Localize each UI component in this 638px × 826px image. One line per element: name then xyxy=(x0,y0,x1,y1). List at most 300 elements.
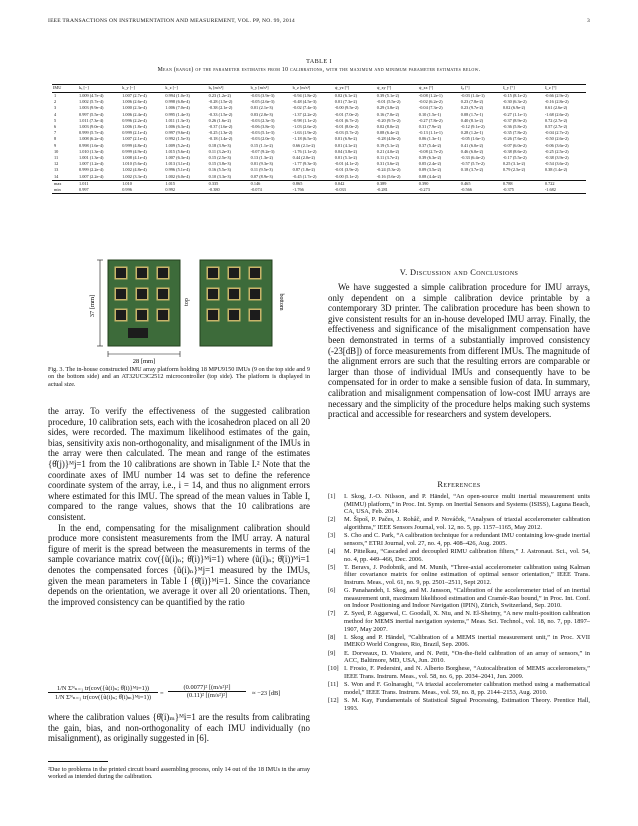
table-cell: 1.002 (3.3e-4) xyxy=(122,173,147,179)
table-cell: 0.865 xyxy=(292,180,334,187)
table-cell: 0.992 (1.5e-3) xyxy=(165,136,190,142)
table-cell: -0.26 (7.6e-2) xyxy=(502,136,527,142)
figure-imu-array xyxy=(48,254,310,364)
table-column-header: kₓ [−] xyxy=(78,85,121,93)
table-cell: 0.31 (3.6e-2) xyxy=(376,161,400,167)
table-cell: -1.682 xyxy=(544,187,586,194)
table-cell: -1.766 xyxy=(292,187,334,194)
table-cell: 0.57 (2.7e-2) xyxy=(544,124,568,130)
table-cell: -0.02 (7.4e-3) xyxy=(292,105,317,111)
table-cell: 1.000 (2.3e-4) xyxy=(122,105,147,111)
imu-array-photo xyxy=(48,254,310,364)
table-cell: -0.03 (5.1e-3) xyxy=(250,130,275,136)
table-cell: -0.01 (5.5e-2) xyxy=(376,99,401,105)
table-cell: -0.54 (3.6e-2) xyxy=(544,161,569,167)
reference-item xyxy=(328,564,590,587)
reference-text: G. Panahandeh, I. Skog, and M. Jansson, “Calibration of the accelerometer triad of an inertial measurement unit, maximum likelihood estimation and Cramér-Rao bound,” in Proc. Int. Conf. on Indoor Positioning and Indoor Navigation (IPIN), Zürich, Switzerland, Sep. 2010. xyxy=(344,587,590,610)
reference-text: Z. Syed, P. Aggarwal, C. Goodall, X. Niu, and N. El-Sheimy, “A new multi-position calibration method for MEMS inertial navigation systems,” Meas. Sci. Technol., vol. 18, no. 7, pp. 1897–1907, May 2007. xyxy=(344,610,590,633)
references-heading: References xyxy=(437,480,481,489)
table-cell: 0.11 (3.7e-2) xyxy=(376,155,399,161)
table-cell: -0.17 (5.5e-2) xyxy=(502,155,527,161)
reference-item xyxy=(328,516,590,531)
imu-chip xyxy=(158,310,168,320)
imu-chip xyxy=(208,289,218,299)
table-cell: -0.380 xyxy=(208,187,250,194)
table-cell xyxy=(460,174,502,181)
table-cell: 1.007 (2.2e-4) xyxy=(79,173,104,179)
reference-number: [6] xyxy=(328,587,336,595)
imu-chip xyxy=(116,268,126,278)
table-cell: 0.37 (5.4e-2) xyxy=(418,142,442,148)
imu-chip xyxy=(250,310,260,320)
table-cell: 1.013 (3.1e-4) xyxy=(165,161,190,167)
table-row xyxy=(52,187,586,194)
table-cell: 1.003 (9.0e-4) xyxy=(79,124,104,130)
imu-chip xyxy=(229,268,239,278)
table-cell: 0.08 (1.7e-1) xyxy=(460,111,484,117)
left-column-text xyxy=(48,406,310,607)
table-cell: -0.38 (8.6e-2) xyxy=(502,148,527,154)
table-cell: 0.06 (1.3e-1) xyxy=(418,136,442,142)
table-cell: 1.006 (2.4e-4) xyxy=(122,111,147,117)
table-cell: 12 xyxy=(54,161,59,167)
reference-number: [12] xyxy=(328,696,339,704)
table-cell: 1.011 xyxy=(78,180,121,187)
table-cell: 1.006 (6.3e-4) xyxy=(165,124,190,130)
table-row xyxy=(52,174,586,181)
table-cell: -0.03 (2.0e-3) xyxy=(250,136,275,142)
table-cell: 0.996 (2.2e-4) xyxy=(122,117,147,123)
table-cell: 0.02 (6.9e-2) xyxy=(502,105,526,111)
table-cell: 0.996 (5.1e-4) xyxy=(165,167,190,173)
dim-height-label: 37 [mm] xyxy=(89,294,96,318)
table-column-header: ξₓ [°] xyxy=(460,85,502,93)
table-cell: 0.999 (4.8e-4) xyxy=(122,142,147,148)
table-cell: 1.001 (1.3e-4) xyxy=(79,155,104,161)
imu-chip xyxy=(229,310,239,320)
table-cell: 0.23 (7.8e-2) xyxy=(460,99,484,105)
table-cell: -0.30 (6.3e-2) xyxy=(502,99,527,105)
table-cell: 0.26 (1.6e-2) xyxy=(208,117,231,123)
figure-caption: Fig. 3. The in-house constructed IMU array platform holding 18 MPU9150 IMUs (9 on the top side and 9 on the bottom side) and an AT32UC3C2512 microcontroller (top side). The platform is displayed in actual size. xyxy=(48,366,310,388)
imu-chip xyxy=(137,268,147,278)
table-cell: 0.16 (7.0e-2) xyxy=(376,111,400,117)
table-column-header: ψ_zy [°] xyxy=(376,85,418,93)
section-heading: V. Discussion and Conclusions xyxy=(399,268,519,277)
table-cell: 0.335 xyxy=(208,180,250,187)
imu-chip xyxy=(137,310,147,320)
table-cell: 1.006 (7.0e-4) xyxy=(165,105,190,111)
table-cell: -1.76 (1.1e-2) xyxy=(292,148,317,154)
table-cell: -0.03 (1.4e-1) xyxy=(460,93,485,98)
table-cell: 1.002 (4.8e-4) xyxy=(122,167,147,173)
reference-item xyxy=(328,697,590,712)
table-cell: 0.389 xyxy=(376,180,418,187)
reference-item xyxy=(328,610,590,633)
table-cell: 0.042 xyxy=(334,180,376,187)
reference-text: I. Skog, J.-O. Nilsson, and P. Händel, “An open-source multi inertial measurement units (MIMU) platform,” in Proc. Int. Symp. on Inertial Sensors and Systems (ISISS), Laguna Beach, CA, USA, Feb. 2014. xyxy=(344,493,590,516)
reference-number: [11] xyxy=(328,681,339,689)
table-cell: 8 xyxy=(54,136,57,142)
footnote: ²Due to problems in the printed circuit board assembling process, only 14 out of the 18 IMUs in the array worked as intended during the calibration. xyxy=(48,766,310,781)
table-cell: -0.33 (1.5e-2) xyxy=(208,111,233,117)
table-cell: 3 xyxy=(54,105,57,111)
table-cell xyxy=(544,174,586,181)
table-cell: 5 xyxy=(54,117,57,123)
paragraph: In the end, compensating for the misalignment calibration should produce more consistent measurements from the IMU array. A natural figure of merit is the spread between the measurements in terms of the sample covariance matrix cov({ũ(i)ₙ; θ̂(i)}ᴹi=1) where (ũ(i)ₙ; θ̂(i))ᴹi=1 denotes the compensated forces {ũ(i)ₙ}ᴹj=1 measured by the IMUs, given the mean parameters in Table I {θ̂(i)}ᴹi=1. Since the covariance depends on the orientation, we average it over all 20 orientations. Then, the improved consistency can be quantified by the ratio xyxy=(48,522,310,607)
table-cell: -0.04 (7.3e-2) xyxy=(418,105,443,111)
table-cell: 9 xyxy=(54,142,57,148)
table-cell: 1.010 (1.3e-4) xyxy=(79,148,104,154)
reference-text: S. M. Kay, Fundamentals of Statistical Signal Processing, Estimation Theory. Prentice Hall, 1993. xyxy=(344,696,590,712)
table-cell: 0.996 xyxy=(121,187,164,194)
table-cell: 0.390 xyxy=(418,180,460,187)
table-title: TABLE I xyxy=(306,58,332,65)
table-cell: 1.011 (1.3e-3) xyxy=(165,117,190,123)
table-cell: 1.011 (7.3e-4) xyxy=(79,117,104,123)
table-column-header: IMU xyxy=(52,85,78,93)
table-cell: 0.994 (1.0e-3) xyxy=(165,93,190,98)
table-cell: -0.01 (3.9e-2) xyxy=(334,167,359,173)
table-cell: 0.18 (3.7e-2) xyxy=(460,167,484,173)
table-cell: -1.68 (2.6e-2) xyxy=(544,111,569,117)
table-cell: 0.08 (4.4e-2) xyxy=(418,173,442,179)
table-cell: 0.25 (3.1e-2) xyxy=(502,161,526,167)
equation-consistency-ratio: 1/N Σᴺₙ₌₁ tr(cov({ũ(i)ₙ; θ̂(i)}ᴹi=1)) 1/N Σᴺₙ₌₁ tr(cov({ũ(i)ₙ; θ̂(i)ₘ}ᴹi=1)) = $\frac{\text{(0.0077)² [(m/s²)²]}}{\text{(0.11)² [(m/s²)²]}}$ ≈ −23 [dB] xyxy=(48,684,310,708)
imu-chip xyxy=(250,289,260,299)
table-cell: 0.997 (5.5e-4) xyxy=(79,111,104,117)
board-top xyxy=(108,260,180,346)
table-cell: -0.20 (9.7e-2) xyxy=(376,117,401,123)
table-cell: 0.15 (1.1e-2) xyxy=(250,142,273,148)
left-column-text-2 xyxy=(48,712,310,744)
table-cell: 1.009 (4.7e-4) xyxy=(79,93,104,98)
table-cell: -0.50 (2.6e-2) xyxy=(544,136,569,142)
table-cell: -0.07 (9.2e-3) xyxy=(250,148,275,154)
table-cell: -0.98 (1.1e-2) xyxy=(292,117,317,123)
imu-chip xyxy=(229,289,239,299)
table-cell: -0.074 xyxy=(250,187,292,194)
table-header-row xyxy=(52,85,586,93)
table-cell: -0.01 (4.1e-2) xyxy=(334,161,359,167)
table-caption xyxy=(48,58,590,73)
table-cell: -0.27 (7.8e-2) xyxy=(418,117,443,123)
table-cell: 0.01 (9.3e-3) xyxy=(250,161,273,167)
table-cell: 14 xyxy=(54,173,59,179)
table-column-header: ξ_y [°] xyxy=(502,85,544,93)
table-cell: 0.465 xyxy=(460,180,502,187)
table-cell: -0.94 (1.8e-2) xyxy=(292,93,317,98)
imu-chip xyxy=(208,310,218,320)
table-cell: -0.01 (8.0e-2) xyxy=(334,124,359,130)
table-cell: 1.010 (5.6e-4) xyxy=(122,161,147,167)
table-cell: -0.01 (7.0e-2) xyxy=(334,111,359,117)
table-cell: 0.997 xyxy=(78,187,121,194)
table-cell: 1 xyxy=(54,93,57,98)
table-cell: -0.25 (1.3e-2) xyxy=(208,130,233,136)
table-cell: 0.23 (9.7e-2) xyxy=(460,105,484,111)
imu-chip xyxy=(137,289,147,299)
reference-text: M. Pittelkau, “Cascaded and decoupled RIMU calibration filters,” J. Astronaut. Sci., vol. 54, no. 4, pp. 449–466, Dec. 2006. xyxy=(344,547,590,563)
table-cell: 1.008 (6.2e-4) xyxy=(79,136,104,142)
table-cell: -0.273 xyxy=(418,187,460,194)
table-description: Mean (range) of the parameter estimates from 10 calibrations, with the maximum and minimum parameter estimates below. xyxy=(157,67,481,73)
reference-text: T. Beravs, J. Podobnik, and M. Munih, “Three-axial accelerometer calibration using Kalman filter covariance matrix for online estimation of optimal sensor orientation,” IEEE Trans. Instrum. Meas., vol. 61, no. 9, pp. 2501–2511, Sept 2012. xyxy=(344,563,590,586)
table-cell: -0.08 (1.2e-1) xyxy=(418,93,443,98)
imu-chip xyxy=(158,268,168,278)
table-cell: 0.01 (4.1e-2) xyxy=(334,142,358,148)
reference-item xyxy=(328,650,590,665)
table-cell: 0.31 (7.9e-2) xyxy=(418,124,442,130)
table-cell: 6 xyxy=(54,124,57,130)
table-cell: -0.05 (1.6e-1) xyxy=(460,136,485,142)
table-row xyxy=(52,180,586,187)
table-cell: -0.03 (2.3e-3) xyxy=(250,117,275,123)
table-cell: 0.995 (1.4e-3) xyxy=(165,111,190,117)
table-cell: 0.10 (3.3e-3) xyxy=(208,173,231,179)
table-cell: min xyxy=(52,187,78,194)
table-cell: 11 xyxy=(54,155,59,161)
table-cell: 1.002 (5.7e-4) xyxy=(79,99,104,105)
imu-chip xyxy=(116,310,126,320)
table-cell: 0.11 (9.5e-3) xyxy=(250,167,273,173)
table-cell: 1.003 (9.9e-4) xyxy=(79,105,104,111)
reference-item xyxy=(328,681,590,696)
table-cell: -0.18 (1.4e-2) xyxy=(208,136,233,142)
paragraph: the array. To verify the effectiveness of the suggested calibration procedure, 10 calibration sets, each with the icosahedron placed on all 20 sides, were recorded. The maximum likelihood estimates of the gain, bias, sensitivity axis non-orthogonality, and misalignment of the IMUs in the array were then calculated. The mean and range of the estimates {θ̂(j)}ᴹj=1 from the 10 calibrations are shown in Table I.² Note that the coordinate axes of IMU number 14 was set to define the reference coordinate system of the array, i.e., i = 14, and thus no alignment errors where estimated for this IMU. The spread of the mean values in Table I, compared to the range values, shows that the 10 calibrations are consistent. xyxy=(48,406,310,522)
board-bottom xyxy=(200,260,272,346)
table-column-header: k_y [−] xyxy=(121,85,164,93)
table-cell: -0.35 (7.8e-2) xyxy=(502,130,527,136)
table-cell: 0.722 xyxy=(544,180,586,187)
reference-number: [8] xyxy=(328,633,336,641)
table-column-header: b_z [m/s²] xyxy=(292,85,334,93)
table-column-header: bₓ [m/s²] xyxy=(208,85,250,93)
reference-number: [5] xyxy=(328,563,336,571)
reference-text: M. Šipoš, P. Pačes, J. Rohâč, and P. Nováček, “Analyses of triaxial accelerometer calibration algorithms,” IEEE Sensors Journal, vol. 12, no. 5, pp. 1157–1165, May 2012. xyxy=(344,516,590,531)
table-cell: 0.46 (6.0e-2) xyxy=(460,148,484,154)
reference-number: [1] xyxy=(328,493,336,500)
table-cell: -0.25 (2.5e-2) xyxy=(544,148,569,154)
table-cell: 1.009 (5.2e-4) xyxy=(165,142,190,148)
table-column-header: k_z [−] xyxy=(164,85,207,93)
table-cell: 10 xyxy=(54,148,59,154)
journal-name: IEEE TRANSACTIONS ON INSTRUMENTATION AND MEASUREMENT, VOL. PP, NO. 99, 2014 xyxy=(48,18,295,24)
reference-number: [3] xyxy=(328,532,336,540)
table-cell: 0.39 (6.3e-2) xyxy=(418,155,442,161)
table-cell: -0.06 (3.8e-3) xyxy=(250,124,275,130)
table-cell: -0.48 (4.5e-3) xyxy=(292,99,317,105)
reference-list xyxy=(328,493,590,713)
table-cell: 1.015 (5.6e-4) xyxy=(165,148,190,154)
table-cell: -0.38 (3.9e-2) xyxy=(544,155,569,161)
table-cell: 1.010 xyxy=(121,180,164,187)
table-cell: -0.04 (2.7e-2) xyxy=(544,130,569,136)
eq-result: ≈ −23 [dB] xyxy=(252,690,281,697)
dim-width-label: 28 [mm] xyxy=(132,358,156,364)
page-number: 3 xyxy=(587,18,590,24)
table-cell: 4 xyxy=(54,111,57,117)
table-cell: 0.02 (8.0e-2) xyxy=(376,124,400,130)
table-cell: 1.007 (1.2e-4) xyxy=(79,161,104,167)
table-column-header: b_y [m/s²] xyxy=(250,85,292,93)
table-cell: 0.87 (1.8e-2) xyxy=(292,167,315,173)
table-cell: -0.375 xyxy=(502,187,544,194)
table-cell: 0.44 (2.0e-2) xyxy=(292,155,315,161)
table-cell: 0.10 (1.5e-1) xyxy=(418,111,442,117)
table-cell: -1.03 (2.6e-2) xyxy=(292,124,317,130)
table-cell: 0.29 (3.8e-2) xyxy=(376,105,400,111)
table-cell: -0.566 xyxy=(460,187,502,194)
right-column-text xyxy=(328,282,590,420)
table-cell: 0.13 (1.3e-2) xyxy=(250,155,273,161)
table-cell: -0.24 (5.3e-2) xyxy=(376,167,401,173)
table-cell: 0.15 (2.5e-3) xyxy=(208,155,231,161)
label-bottom: bottom xyxy=(278,293,284,311)
reference-text: S. Won and F. Golnaraghi, “A triaxial accelerometer calibration method using a mathematical model,” IEEE Trans. Instrum. Meas., vol. 59, no. 8, pp. 2144–2153, Aug. 2010. xyxy=(344,681,590,696)
table-cell: -1.63 (1.9e-2) xyxy=(292,130,317,136)
table-cell: -0.03 (5.7e-2) xyxy=(334,130,359,136)
table-row xyxy=(52,93,586,100)
table-cell: 0.01 (5.1e-2) xyxy=(334,155,358,161)
table-cell: -0.03 (3.9e-3) xyxy=(250,93,275,98)
table-cell: 0.01 (2.1e-3) xyxy=(250,105,273,111)
table-column-header: ψ_yz [°] xyxy=(334,85,376,93)
table-cell: 0.999 (2.2e-4) xyxy=(79,167,104,173)
table-cell: -0.57 (5.7e-2) xyxy=(460,161,485,167)
reference-number: [4] xyxy=(328,547,336,555)
label-top: top xyxy=(184,298,190,306)
table-cell: 0.11 (3.2e-3) xyxy=(208,148,231,154)
table-cell: 0.999 (5.7e-4) xyxy=(79,130,104,136)
imu-chip xyxy=(158,289,168,299)
table-body xyxy=(52,93,586,194)
table-cell: -0.16 (5.6e-2) xyxy=(376,173,401,179)
table-cell: -0.13 (1.1e-1) xyxy=(418,130,443,136)
table-cell: 0.66 (2.1e-2) xyxy=(292,142,315,148)
table-cell: 0.08 (6.4e-2) xyxy=(376,130,400,136)
reference-item xyxy=(328,548,590,563)
table-cell: 2 xyxy=(54,99,57,105)
table-cell: -0.01 (6.7e-2) xyxy=(334,117,359,123)
table-cell: 0.999 (4.9e-4) xyxy=(122,148,147,154)
table-cell: -0.08 (2.7e-2) xyxy=(418,148,443,154)
table-cell: -1.18 (6.5e-3) xyxy=(292,136,317,142)
table-cell: 0.998 (1.6e-4) xyxy=(79,142,104,148)
eq-numerator-right: (0.0077)² [(m/s²)²] xyxy=(183,684,231,691)
table-cell: 1.008 (4.1e-4) xyxy=(122,155,147,161)
imu-chip xyxy=(116,289,126,299)
paragraph: We have suggested a simple calibration procedure for IMU arrays, only dependent on a simple calibration device printable by a contemporary 3D printer. The calibration procedure has been shown to give consistent results for an in-house developed IMU array. Finally, the effectiveness and significance of the misalignment compensation have been demonstrated in terms of a substantially improved consistency (-23[dB]) of force measurements from different IMUs. The magnitude of the alignment errors are such that the resulting errors are comparable or larger than those of individual IMUs and consequently have to be compensated for in order to make a sensible fusion of data. In summary, calibration and misalignment compensation of low-cost IMU arrays are necessary and the simplicity of the procedure helps making such systems practical and accessible for researchers and system developers. xyxy=(328,282,590,420)
reference-item xyxy=(328,532,590,547)
table-cell: -0.12 (9.1e-2) xyxy=(460,124,485,130)
running-header xyxy=(48,18,590,28)
table-cell: 0.01 (7.3e-2) xyxy=(334,99,358,105)
parameter-table xyxy=(52,84,586,194)
table-cell: -0.28 (4.8e-2) xyxy=(376,136,401,142)
table-cell: -0.28 (1.5e-2) xyxy=(208,99,233,105)
table-cell: 0.61 (2.6e-2) xyxy=(544,105,568,111)
reference-text: I. Skog and P. Händel, “Calibration of a MEMS inertial measurement unit,” in Proc. XVII IMEKO World Congress, Rio, Brazil, Sep. 2006. xyxy=(344,633,590,649)
table-cell: 1.007 (2.1e-4) xyxy=(122,136,147,142)
reference-text: I. Frosio, F. Pedersini, and N. Alberto Borghese, “Autocalibration of MEMS accelerometers,” IEEE Trans. Instrum. Meas., vol. 58, no. 6, pp. 2034–2041, Jun. 2009. xyxy=(344,665,590,680)
table-cell: -0.02 (6.2e-2) xyxy=(418,99,443,105)
table-cell: 0.02 (6.1e-2) xyxy=(334,93,358,98)
reference-item xyxy=(328,634,590,649)
table-cell: 7 xyxy=(54,130,57,136)
reference-text: S. Cho and C. Park, “A calibration technique for a redundant IMU containing low-grade inertial sensors,” ETRI Journal, vol. 27, no. 4, pp. 408–426, Aug. 2005. xyxy=(344,532,590,547)
table-cell: -0.37 (1.6e-2) xyxy=(208,124,233,130)
table-cell: 0.18 (3.9e-3) xyxy=(208,142,231,148)
eq-denominator-right: (0.11)² [(m/s²)²] xyxy=(168,691,246,699)
eq-denominator-left: 1/N Σᴺₙ₌₁ tr(cov({ũ(i)ₙ; θ̂(i)ₘ}ᴹi=1)) xyxy=(48,692,158,701)
table-cell: -0.36 (5.8e-2) xyxy=(502,124,527,130)
table-column-header: ψ_zx [°] xyxy=(418,85,460,93)
table-cell: 0.997 (9.6e-4) xyxy=(165,130,190,136)
table-cell: -0.06 (3.6e-2) xyxy=(544,142,569,148)
table-cell: 0.04 (3.8e-2) xyxy=(334,148,358,154)
reference-text: E. Dorveaux, D. Vissiere, and N. Petit, “On-the-field calibration of an array of sensors,” in ACC, Baltimore, MD, USA, Jun. 2010. xyxy=(344,649,590,665)
table-cell: -1.77 (9.3e-3) xyxy=(292,161,317,167)
table-cell: 1.015 xyxy=(164,180,207,187)
table-column-header: ξ_z [°] xyxy=(544,85,586,93)
table-cell: -0.281 xyxy=(376,187,418,194)
eq-numerator-left: 1/N Σᴺₙ₌₁ tr(cov({ũ(i)ₙ; θ̂(i)}ᴹi=1)) xyxy=(56,685,150,692)
table-cell: 0.788 xyxy=(502,180,544,187)
table-cell: 1.007 (6.3e-4) xyxy=(165,155,190,161)
table-cell: 0.38 (1.4e-2) xyxy=(544,167,568,173)
reference-number: [10] xyxy=(328,665,339,673)
table-cell: -0.33 (6.4e-2) xyxy=(460,155,485,161)
footnote-rule xyxy=(48,761,108,762)
reference-item xyxy=(328,493,590,516)
reference-number: [7] xyxy=(328,610,336,618)
table-cell: -0.033 xyxy=(334,187,376,194)
table-cell: -0.66 (2.9e-2) xyxy=(544,93,569,98)
table-cell: -0.27 (1.1e-1) xyxy=(502,111,527,117)
table-cell: 0.09 (3.5e-2) xyxy=(418,167,442,173)
table-cell: 0.01 (6.9e-2) xyxy=(334,136,358,142)
table-cell: 0.79 (2.5e-2) xyxy=(502,167,526,173)
table-cell: 13 xyxy=(54,167,59,173)
table-cell: -0.00 (9.5e-2) xyxy=(334,105,359,111)
table-cell: 0.07 (8.9e-3) xyxy=(250,173,273,179)
table-cell: -1.37 (2.2e-2) xyxy=(292,111,317,117)
table-cell: 0.03 (2.0e-3) xyxy=(250,111,273,117)
reference-item xyxy=(328,665,590,680)
reference-item xyxy=(328,587,590,610)
table-cell: 0.41 (6.0e-2) xyxy=(460,142,484,148)
table-cell: -0.16 (2.8e-2) xyxy=(544,99,569,105)
table-cell: 1.007 (2.7e-4) xyxy=(122,93,147,98)
table-cell: -0.45 (1.7e-2) xyxy=(292,173,317,179)
table-cell: 0.992 xyxy=(164,187,207,194)
table-cell: 1.006 (2.6e-4) xyxy=(122,99,147,105)
table-cell xyxy=(502,174,544,181)
table-cell: 0.23 (1.2e-2) xyxy=(208,93,231,98)
table-cell: 0.21 (4.0e-2) xyxy=(376,148,400,154)
table-cell: 0.146 xyxy=(250,180,292,187)
table-cell: 0.40 (8.1e-2) xyxy=(460,117,484,123)
table-cell: max xyxy=(52,180,78,187)
table-cell: -0.07 (6.0e-2) xyxy=(502,142,527,148)
microcontroller-chip xyxy=(128,328,148,338)
table-cell: 0.998 (6.8e-4) xyxy=(165,99,190,105)
table-cell: 0.05 (2.4e-2) xyxy=(418,161,442,167)
table-cell: 0.28 (1.2e-1) xyxy=(460,130,484,136)
reference-number: [2] xyxy=(328,516,336,524)
table-cell: -0.15 (8.1e-2) xyxy=(502,93,527,98)
